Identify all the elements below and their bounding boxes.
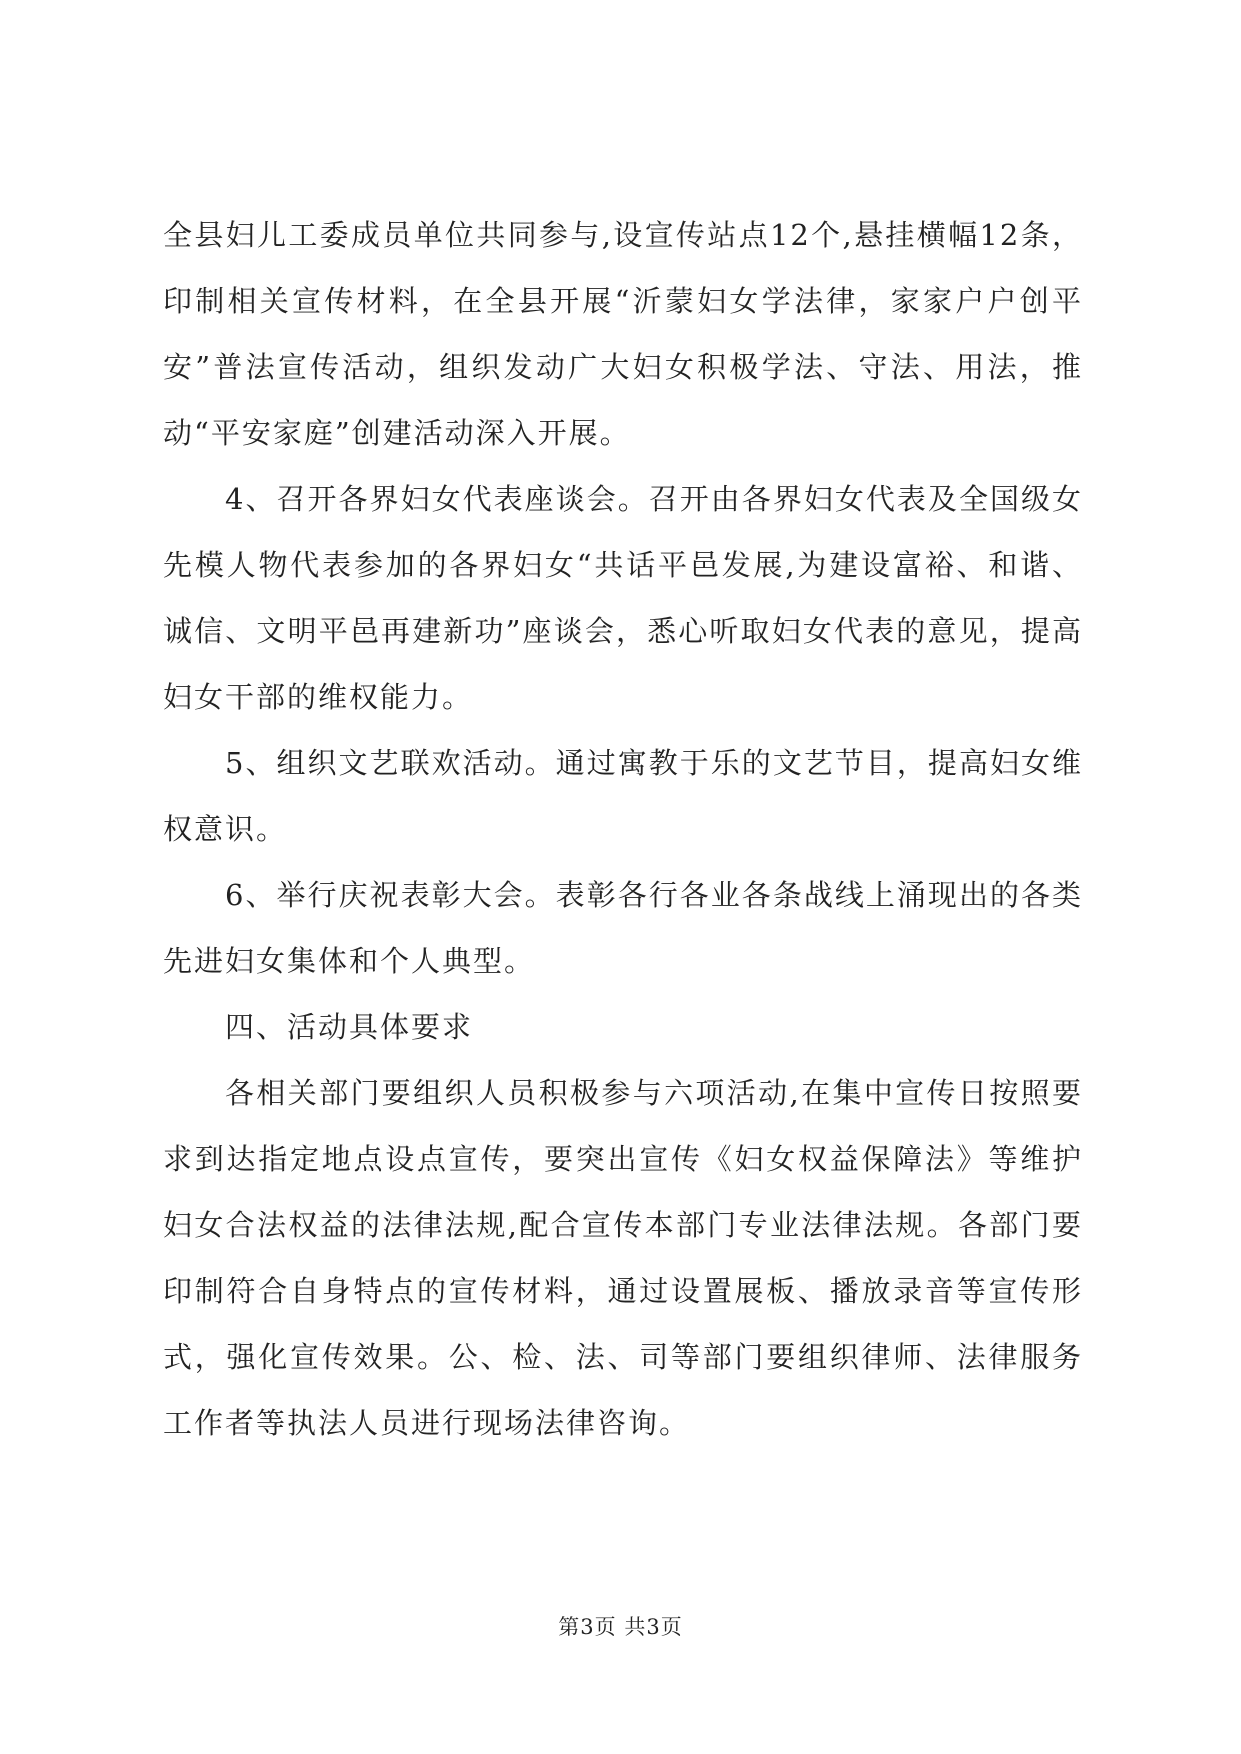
paragraph-continuation: 全县妇儿工委成员单位共同参与,设宣传站点12个,悬挂横幅12条，印制相关宣传材料，在全县开展“沂蒙妇女学法律，家家户户创平安”普法宣传活动，组织发动广大妇女积极学法、守法、用法，推动“平安家庭”创建活动深入开展。 (163, 218, 1083, 450)
paragraph-item-4: 4、召开各界妇女代表座谈会。召开由各界妇女代表及全国级女先模人物代表参加的各界妇女“共话平邑发展,为建设富裕、和谐、诚信、文明平邑再建新功”座谈会，悉心听取妇女代表的意见，提高妇女干部的维权能力。 (163, 482, 1083, 714)
paragraph-item-6: 6、举行庆祝表彰大会。表彰各行各业各条战线上涌现出的各类先进妇女集体和个人典型。 (163, 878, 1083, 978)
paragraph-requirements: 各相关部门要组织人员积极参与六项活动,在集中宣传日按照要求到达指定地点设点宣传，要突出宣传《妇女权益保障法》等维护妇女合法权益的法律法规,配合宣传本部门专业法律法规。各部门要印制符合自身特点的宣传材料，通过设置展板、播放录音等宣传形式，强化宣传效果。公、检、法、司等部门要组织律师、法律服务工作者等执法人员进行现场法律咨询。 (163, 1076, 1083, 1440)
document-body (163, 202, 1083, 1456)
page-footer: 第3页 共3页 (558, 1615, 683, 1639)
section-heading: 四、活动具体要求 (225, 1010, 474, 1044)
paragraph-item-5: 5、组织文艺联欢活动。通过寓教于乐的文艺节目，提高妇女维权意识。 (163, 746, 1083, 846)
